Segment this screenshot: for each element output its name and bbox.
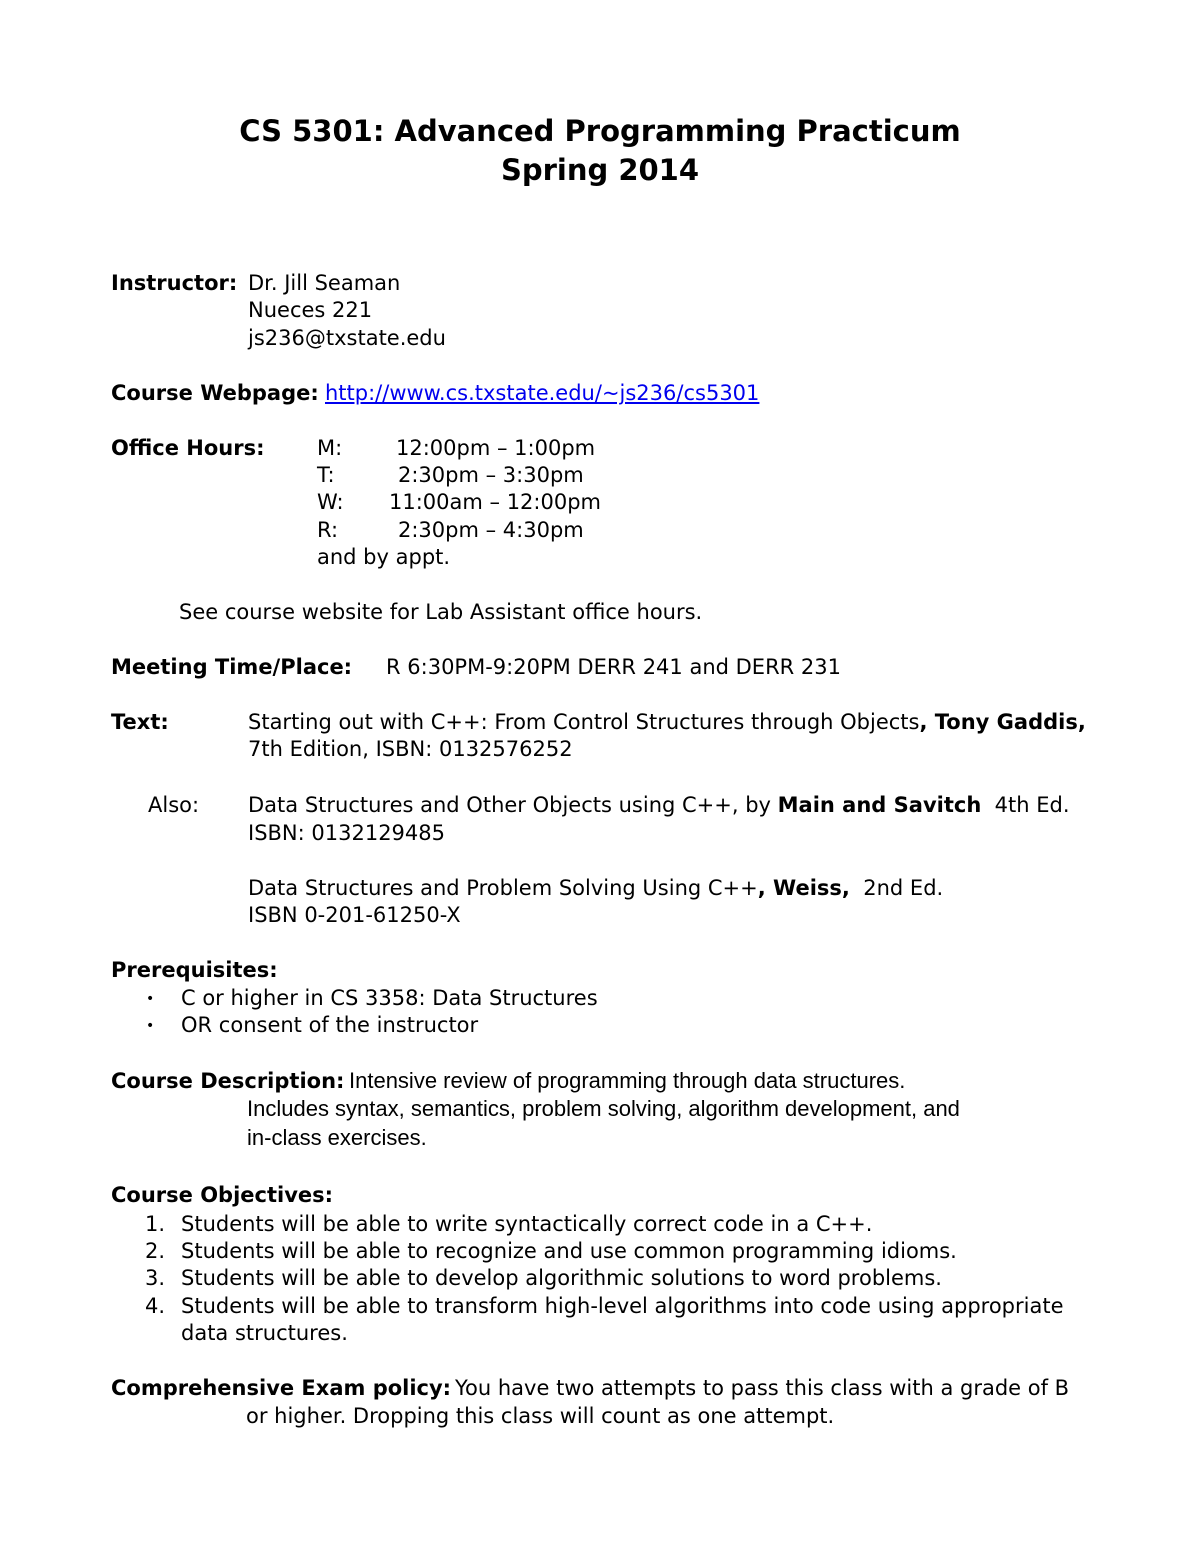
prerequisite-item: OR consent of the instructor	[181, 1013, 479, 1037]
objective-number: 4.	[145, 1294, 166, 1318]
objective-item: Students will be able to develop algorithmic solutions to word problems.	[181, 1266, 942, 1290]
description-label: Course Description:	[111, 1069, 345, 1093]
office-hours-day-r: R:	[317, 518, 339, 542]
also-textbook-1-isbn: ISBN: 0132129485	[248, 821, 445, 845]
office-hours-time-r: 2:30pm – 4:30pm	[398, 518, 584, 542]
instructor-name: Dr. Jill Seaman	[248, 271, 401, 295]
instructor-email: js236@txstate.edu	[248, 326, 446, 350]
also-textbook-2-edition: 2nd Ed.	[863, 876, 944, 900]
main-textbook-author: Tony Gaddis	[934, 710, 1078, 734]
instructor-label: Instructor:	[111, 271, 238, 295]
meeting-value: R 6:30PM-9:20PM DERR 241 and DERR 231	[386, 655, 842, 679]
also-textbook-2-isbn: ISBN 0-201-61250-X	[248, 903, 461, 927]
office-hours-label: Office Hours:	[111, 436, 265, 460]
objectives-label: Course Objectives:	[111, 1183, 334, 1207]
office-hours-day-t: T:	[317, 463, 335, 487]
course-webpage-link[interactable]: http://www.cs.txstate.edu/~js236/cs5301	[325, 381, 760, 405]
also-textbook-1	[248, 792, 1070, 819]
description-line-2: Includes syntax, semantics, problem solving, algorithm development, and	[247, 1096, 960, 1121]
instructor-office: Nueces 221	[248, 298, 373, 322]
exam-policy-line-2: or higher. Dropping this class will count as one attempt.	[246, 1404, 835, 1428]
objective-number: 3.	[145, 1266, 166, 1290]
objective-item: Students will be able to transform high-level algorithms into code using appropriate	[181, 1294, 1064, 1318]
meeting-label: Meeting Time/Place:	[111, 655, 353, 679]
course-term: Spring 2014	[500, 153, 700, 187]
office-hours-day-m: M:	[317, 436, 343, 460]
bullet-icon: •	[146, 991, 155, 1007]
also-textbook-1-title: Data Structures and Other Objects using C++, by	[248, 793, 778, 817]
description-line-1: Intensive review of programming through data structures.	[349, 1068, 906, 1093]
webpage-label: Course Webpage:	[111, 381, 319, 405]
course-title: CS 5301: Advanced Programming Practicum	[239, 114, 961, 148]
lab-assistant-note: See course website for Lab Assistant office hours.	[179, 600, 703, 624]
also-textbook-1-author: Main and Savitch	[777, 793, 982, 817]
main-textbook: Starting out with C++: From Control Structures through Objects, Tony Gaddis,	[248, 710, 1086, 734]
office-hours-appt: and by appt.	[317, 545, 451, 569]
also-textbook-1-edition: 4th Ed.	[994, 793, 1070, 817]
main-textbook-title: Starting out with C++: From Control Structures through Objects	[248, 710, 920, 734]
prerequisite-item: C or higher in CS 3358: Data Structures	[181, 986, 598, 1010]
office-hours-time-w: 11:00am – 12:00pm	[389, 490, 601, 514]
also-textbook-2: Data Structures and Problem Solving Using C++, Weiss, 2nd Ed.	[248, 876, 944, 900]
description-line-3: in-class exercises.	[247, 1125, 427, 1150]
also-label: Also:	[148, 793, 200, 817]
objective-number: 1.	[145, 1212, 166, 1236]
also-textbook-2-title: Data Structures and Problem Solving Using C++	[248, 876, 758, 900]
office-hours-time-m: 12:00pm – 1:00pm	[396, 436, 596, 460]
bullet-icon: •	[146, 1018, 155, 1034]
main-textbook-edition: 7th Edition, ISBN: 0132576252	[248, 737, 573, 761]
objective-item: Students will be able to recognize and use common programming idioms.	[181, 1239, 957, 1263]
objective-item-continued: data structures.	[181, 1321, 348, 1345]
objective-item: Students will be able to write syntactically correct code in a C++.	[181, 1212, 873, 1236]
exam-policy-line-1: You have two attempts to pass this class with a grade of B	[455, 1376, 1070, 1400]
also-textbook-2-author: Weiss	[773, 876, 842, 900]
text-label: Text:	[111, 710, 169, 734]
objective-number: 2.	[145, 1239, 166, 1263]
office-hours-time-t: 2:30pm – 3:30pm	[398, 463, 584, 487]
exam-policy-label: Comprehensive Exam policy:	[111, 1376, 452, 1400]
prerequisites-label: Prerequisites:	[111, 958, 278, 982]
office-hours-day-w: W:	[317, 490, 344, 514]
